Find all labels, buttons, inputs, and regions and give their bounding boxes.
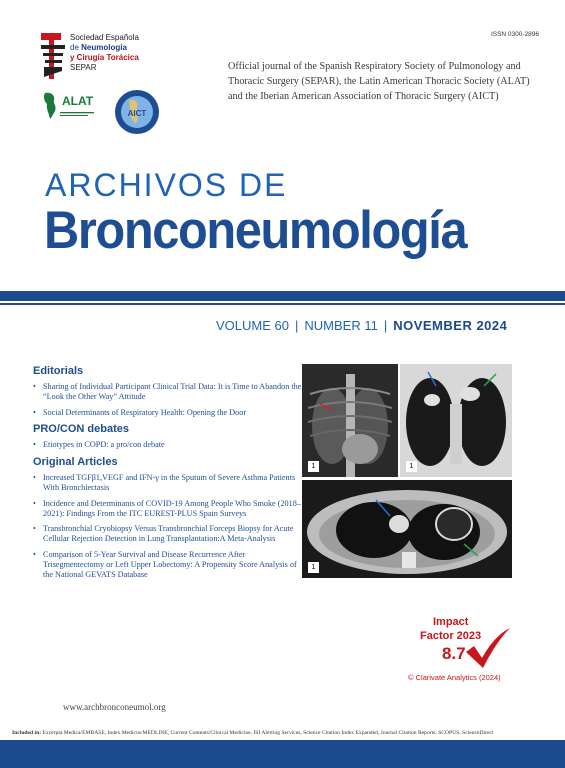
table-of-contents [33, 362, 303, 585]
indexing-list: Excerpta Medica/EMBASE, Index Medicus/MEDLINE, Current Contents/Clinical Medicine, ISI Alerting Services, Science Citation Index Expanded, Journal Citation Reports, SCOPUS, ScienceDirect [41, 730, 494, 736]
list-item[interactable] [33, 499, 303, 519]
header-band-rule [0, 303, 565, 305]
separ-name [70, 33, 139, 73]
ct-axial-graphic [302, 480, 512, 578]
alat-name: ALAT [62, 94, 94, 108]
list-item[interactable] [33, 408, 303, 418]
footer-band [0, 740, 565, 768]
article-title: Sharing of Individual Participant Clinical Trial Data: It is Time to Abandon the “Look the Other Way” Attitude [43, 382, 302, 401]
separ-logo-icon [41, 33, 67, 79]
header-band [0, 291, 565, 301]
aict-label: AICT [127, 109, 147, 118]
separ-line2-prefix: de [70, 43, 82, 52]
journal-title-main: Bronconeumología [44, 201, 467, 260]
separ-line2-bold: Neumología [81, 43, 127, 52]
article-title: Etiotypes in COPD: a pro/con debate [43, 440, 165, 450]
list-item[interactable] [33, 550, 303, 579]
bullet-icon: • [33, 498, 36, 508]
article-title: Social Determinants of Respiratory Health: Opening the Door [43, 407, 247, 417]
bullet-icon: • [33, 440, 36, 450]
article-title: Transbronchial Cryobiopsy Versus Transbronchial Forceps Biopsy for Acute Cellular Rejection Detection in Lung Transplantation:A Meta-Analysis [43, 524, 294, 544]
aict-globe-icon [113, 88, 161, 136]
section-heading-pro-con: PRO/CON debates [33, 423, 129, 436]
bullet-icon: • [33, 473, 36, 483]
official-journal-statement: Official journal of the Spanish Respiratory Society of Pulmonology and Thoracic Surgery (SEPAR), the Latin American Thoracic Society (ALAT) and the Iberian American Association of Thoracic Surgery (AICT) [228, 61, 530, 102]
impact-value: 8.7 [442, 644, 466, 663]
chest-xray-image [302, 364, 398, 477]
article-title: Increased TGFβ1,VEGF and IFN-γ in the Sputum of Severe Asthma Patients With Bronchiectasis [43, 473, 296, 492]
issue-separator: | [294, 318, 299, 333]
section-heading-editorials: Editorials [33, 365, 84, 377]
number: NUMBER 11 [304, 318, 378, 333]
checkmark-icon [464, 626, 512, 670]
indexing-label: Included in: [12, 730, 42, 736]
issue-separator: | [383, 318, 388, 333]
article-title: Incidence and Determinants of COVID-19 Among People Who Smoke (2018–2021): Findings From the ITC EUREST-PLUS Spain Surveys [43, 498, 301, 518]
separ-line3: y Cirugía Torácica [70, 53, 139, 62]
ct-coronal-image [400, 364, 512, 477]
bullet-icon: • [33, 549, 36, 559]
separ-line1: Sociedad Española [70, 33, 139, 42]
article-title: Comparison of 5-Year Survival and Disease Recurrence After Trisegmentectomy or Left Upper Lobectomy: A Propensity Score Analysis of the National GEVATS Database [43, 549, 297, 579]
list-item[interactable] [33, 440, 303, 450]
issue-line [216, 318, 507, 333]
list-item[interactable] [33, 382, 303, 402]
journal-url[interactable]: www.archbronconeumol.org [63, 702, 166, 712]
impact-credit: © Clarivate Analytics (2024) [408, 673, 501, 682]
panel-number: 1 [308, 562, 319, 573]
bullet-icon: • [33, 407, 36, 417]
list-item[interactable] [33, 473, 303, 493]
issn: ISSN 0300-2896 [490, 31, 539, 38]
list-item[interactable] [33, 524, 303, 544]
impact-line2: Factor 2023 [420, 630, 482, 642]
journal-title-top: ARCHIVOS DE [45, 167, 288, 203]
indexing-statement [12, 730, 557, 736]
issue-date: NOVEMBER 2024 [393, 318, 508, 333]
section-heading-original-articles: Original Articles [33, 456, 118, 469]
bullet-icon: • [33, 524, 36, 534]
panel-number: 1 [406, 461, 417, 472]
bullet-icon: • [33, 382, 36, 391]
ct-axial-image [302, 480, 512, 578]
volume: VOLUME 60 [216, 318, 289, 333]
impact-line1: Impact [433, 616, 469, 628]
separ-line2 [70, 43, 139, 53]
separ-line4: SEPAR [70, 63, 97, 72]
panel-number: 1 [308, 461, 319, 472]
